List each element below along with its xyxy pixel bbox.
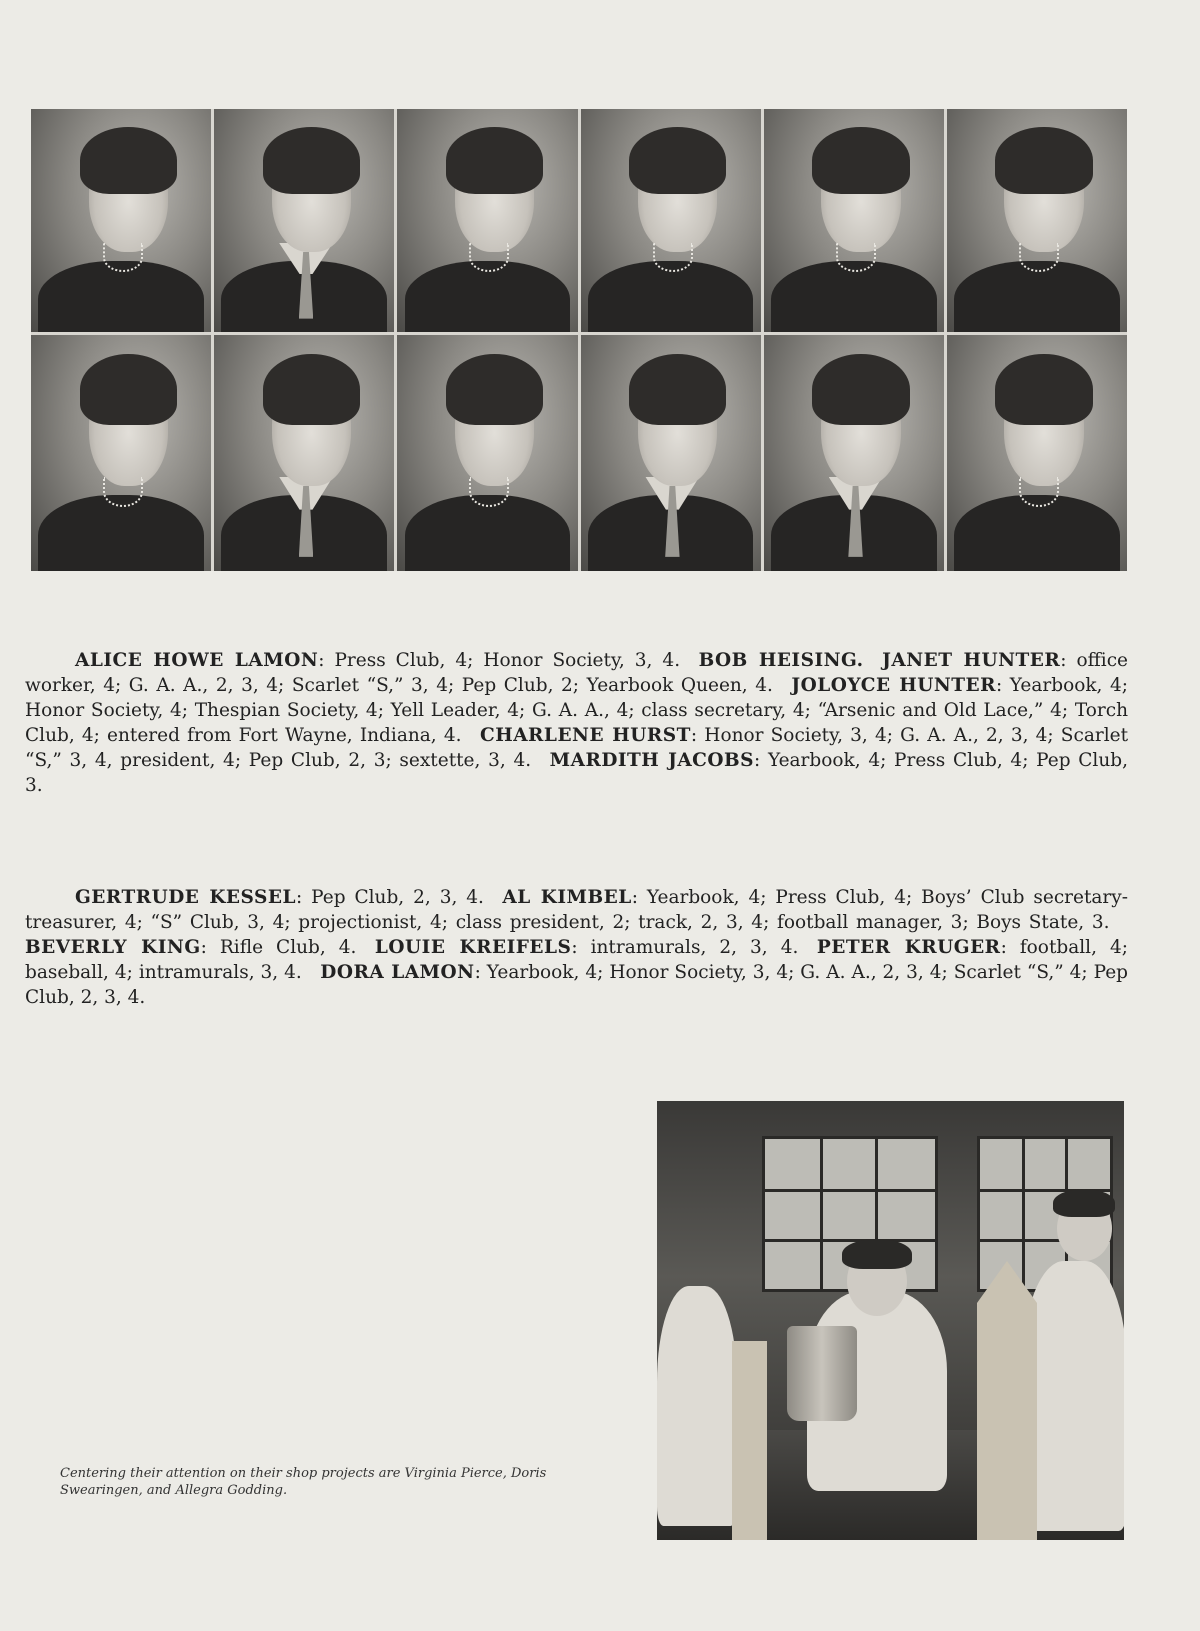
senior-activities: : intramurals, 2, 3, 4. [571,937,799,958]
senior-activities: : Pep Club, 2, 3, 4. [295,887,484,908]
portrait-necklace [653,243,693,272]
portrait-hair [446,354,543,425]
portrait-hair [80,127,177,194]
portrait-hair [629,354,726,425]
senior-name: DORA LAMON [320,962,475,983]
senior-name: GERTRUDE KESSEL [75,887,296,908]
senior-portrait [31,109,211,332]
senior-activities: : Yearbook, 4; Honor Society, 3, 4; G. A. A., 2, 3, 4; Scarlet “S,” 4; Pep Club, 2, 3, 4. [25,962,1128,1008]
worker-hair [842,1239,912,1269]
portrait-necklace [469,477,509,507]
senior-activities: : Yearbook, 4; Press Club, 4; Boys’ Club secretary-treasurer, 4; “S” Club, 3, 4; projectionist, 4; class president, 2; track, 2, 3, 4; football manager, 3; Boys State, 3. [25,887,1128,933]
portrait-necklace [469,243,509,272]
senior-name: AL KIMBEL [502,887,632,908]
senior-name: BOB HEISING. [698,650,864,671]
senior-portrait [947,109,1127,332]
portrait-necklace [1019,243,1059,272]
portrait-hair [995,127,1092,194]
shop-class-photo [657,1101,1124,1540]
portrait-grid [31,109,1127,571]
senior-name: MARDITH JACOBS [549,750,755,771]
senior-bios-block-1 [25,648,1128,798]
senior-activities: : Yearbook, 4; Honor Society, 4; Thespian Society, 4; Yell Leader, 4; G. A. A., 4; class secretary, 4; “Arsenic and Old Lace,” 4; Torch Club, 4; entered from Fort Wayne, Indiana, 4. [25,675,1128,746]
portrait-necklace [836,243,876,272]
senior-name: JANET HUNTER [882,650,1061,671]
worker-hair [1053,1189,1115,1217]
senior-activities: : Yearbook, 4; Press Club, 4; Pep Club, 3. [25,750,1128,796]
senior-name: BEVERLY KING [25,937,201,958]
senior-portrait [764,335,944,571]
portrait-hair [263,127,360,194]
portrait-necklace [1019,477,1059,507]
senior-portrait [397,335,577,571]
senior-portrait [397,109,577,332]
senior-name: ALICE HOWE LAMON [75,650,319,671]
senior-name: JOLOYCE HUNTER [791,675,996,696]
senior-portrait [581,335,761,571]
portrait-hair [812,354,909,425]
senior-activities: : office worker, 4; G. A. A., 2, 3, 4; Scarlet “S,” 3, 4; Pep Club, 2; Yearbook Queen, 4. [25,650,1128,696]
senior-portrait [947,335,1127,571]
senior-portrait [764,109,944,332]
senior-name: LOUIE KREIFELS [374,937,572,958]
senior-activities: : Press Club, 4; Honor Society, 3, 4. [318,650,681,671]
senior-portrait [214,109,394,332]
senior-bios-block-2 [25,885,1128,1010]
senior-activities: : Rifle Club, 4. [200,937,357,958]
worker-figure [657,1286,737,1526]
senior-portrait [214,335,394,571]
portrait-hair [446,127,543,194]
worker-figure [1022,1261,1124,1531]
portrait-hair [812,127,909,194]
portrait-necklace [103,477,143,507]
senior-portrait [31,335,211,571]
portrait-hair [995,354,1092,425]
senior-name: CHARLENE HURST [480,725,691,746]
wood-board [732,1341,767,1540]
senior-name: PETER KRUGER [816,937,1001,958]
paint-bucket [787,1326,857,1421]
senior-activities: : Honor Society, 3, 4; G. A. A., 2, 3, 4; Scarlet “S,” 3, 4, president, 4; Pep Club, 2, 3; sextette, 3, 4. [25,725,1129,771]
portrait-hair [629,127,726,194]
senior-activities: : football, 4; baseball, 4; intramurals, 3, 4. [25,937,1128,983]
wood-board [977,1261,1037,1540]
portrait-hair [80,354,177,425]
portrait-necklace [103,243,143,272]
photo-caption: Centering their attention on their shop projects are Virginia Pierce, Doris Swearingen, and Allegra Godding. [60,1466,547,1498]
portrait-hair [263,354,360,425]
senior-portrait [581,109,761,332]
